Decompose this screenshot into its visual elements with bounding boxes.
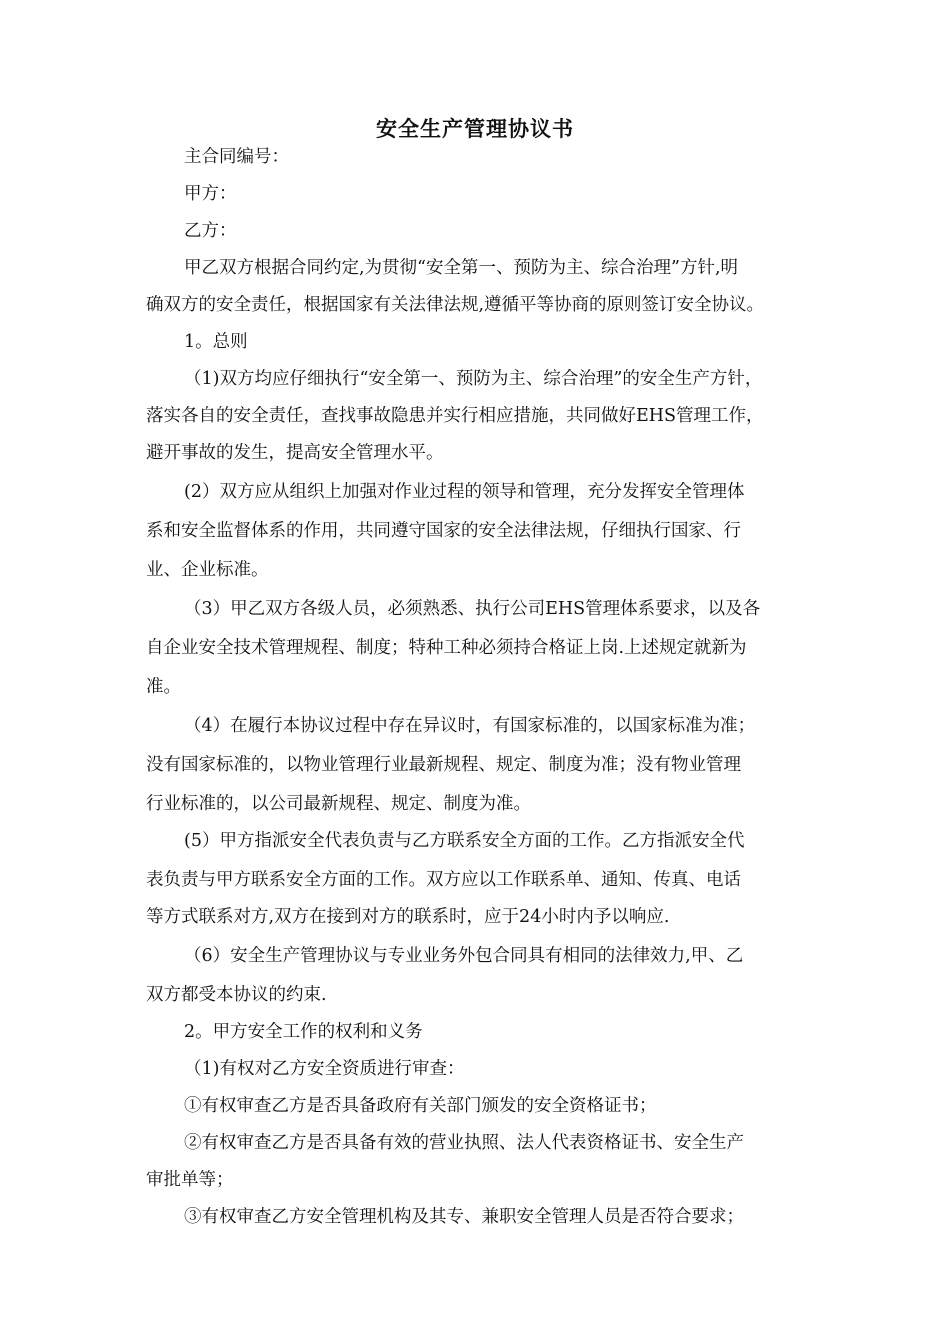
paragraph-line: 没有国家标准的，以物业管理行业最新规程、规定、制度为准；没有物业管理 [146,755,741,775]
paragraph-line: （6）安全生产管理协议与专业业务外包合同具有相同的法律效力,甲、乙 [184,946,744,966]
paragraph-line: 审批单等； [146,1170,234,1190]
paragraph-line: 1。总则 [184,332,248,352]
paragraph-line: 自企业安全技术管理规程、制度；特种工种必须持合格证上岗.上述规定就新为 [146,638,747,658]
paragraph-line: (2）双方应从组织上加强对作业过程的领导和管理，充分发挥安全管理体 [184,482,745,502]
paragraph-line: 业、企业标准。 [146,560,269,580]
paragraph-line: 甲乙双方根据合同约定,为贯彻“安全第一、预防为主、综合治理”方针,明 [184,258,739,278]
paragraph-line: 双方都受本协议的约束. [146,985,327,1005]
paragraph-line: (5）甲方指派安全代表负责与乙方联系安全方面的工作。乙方指派安全代 [184,831,745,851]
paragraph-line: 主合同编号： [184,147,289,167]
paragraph-line: ③有权审查乙方安全管理机构及其专、兼职安全管理人员是否符合要求； [184,1207,744,1227]
paragraph-line: 确双方的安全责任，根据国家有关法律法规,遵循平等协商的原则签订安全协议。 [146,295,765,315]
paragraph-line: 避开事故的发生，提高安全管理水平。 [146,443,444,463]
paragraph-line: 乙方： [184,221,237,241]
paragraph-line: ②有权审查乙方是否具备有效的营业执照、法人代表资格证书、安全生产 [184,1133,744,1153]
paragraph-line: 等方式联系对方,双方在接到对方的联系时，应于24小时内予以响应. [146,907,670,927]
document-title: 安全生产管理协议书 [376,116,574,141]
paragraph-line: ①有权审查乙方是否具备政府有关部门颁发的安全资格证书； [184,1096,657,1116]
paragraph-line: 系和安全监督体系的作用，共同遵守国家的安全法律法规，仔细执行国家、行 [146,521,741,541]
paragraph-line: （3）甲乙双方各级人员，必须熟悉、执行公司EHS管理体系要求，以及各 [184,599,761,619]
paragraph-line: （1)双方均应仔细执行“安全第一、预防为主、综合治理”的安全生产方针， [184,369,763,389]
paragraph-line: （4）在履行本协议过程中存在异议时，有国家标准的，以国家标准为准； [184,716,756,736]
paragraph-line: （1)有权对乙方安全资质进行审查： [184,1059,465,1079]
paragraph-line: 甲方： [184,184,237,204]
paragraph-line: 行业标准的，以公司最新规程、规定、制度为准。 [146,794,531,814]
paragraph-line: 落实各自的安全责任，查找事故隐患并实行相应措施，共同做好EHS管理工作， [146,406,764,426]
paragraph-line: 准。 [146,677,181,697]
paragraph-line: 表负责与甲方联系安全方面的工作。双方应以工作联系单、通知、传真、电话 [146,870,741,890]
paragraph-line: 2。甲方安全工作的权利和义务 [184,1022,423,1042]
